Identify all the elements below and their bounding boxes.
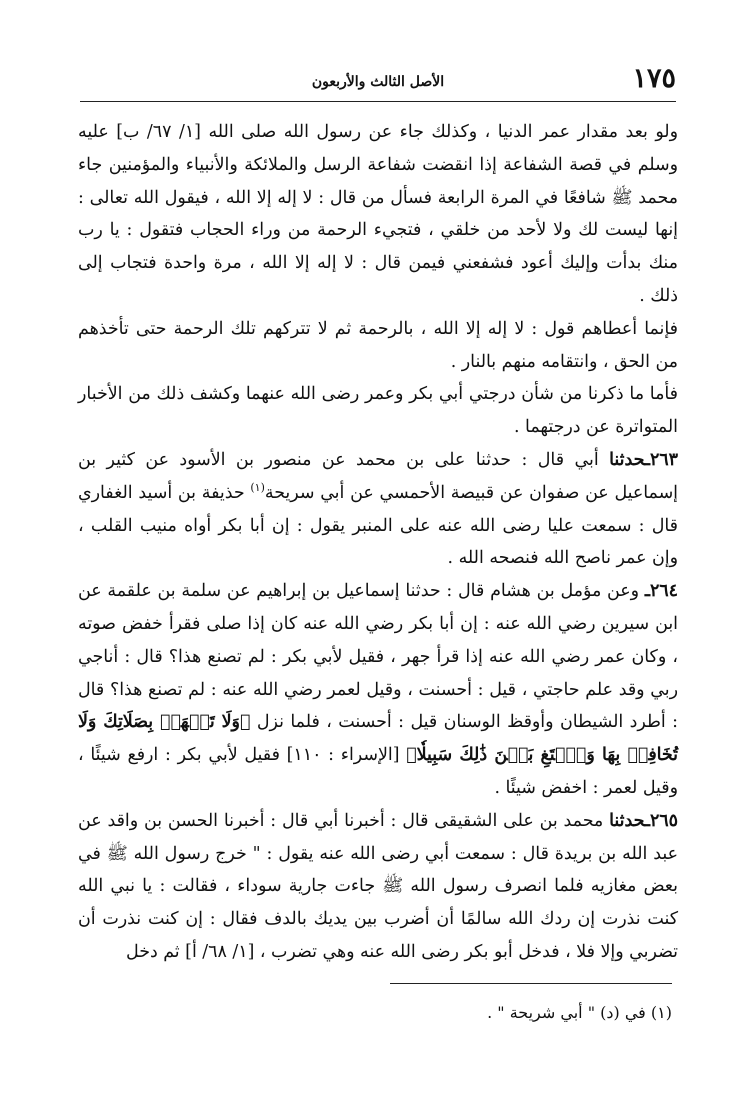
header-divider	[80, 101, 676, 102]
haddathana-marker: حدثنا	[609, 810, 645, 831]
hadith-263	[78, 444, 678, 575]
hadith-text: وعن مؤمل بن هشام قال : حدثنا إسماعيل بن إبراهيم عن سلمة بن علقمة عن ابن سيرين رضي الله عنه : إن أبا بكر رضي الله عنه كان إذا صلى فقرأ خفض صوته ، وكان عمر رضي الله عنه إذا قرأ جهر ، فقيل لأبي بكر : لم تصنع هذا؟ قال : أناجي ربي وقد علم حاجتي ، قيل : أحسنت ، وقيل لعمر رضي الله عنه : لم تصنع هذا؟ قال : أطرد الشيطان وأوقظ الوسنان قيل : أحسنت ، فلما نزل	[78, 581, 678, 733]
second-paragraph: فإنما أعطاهم قول : لا إله إلا الله ، بالرحمة ثم لا تتركهم تلك الرحمة حتى تأخذهم من الحق ، وانتقامه منهم بالنار .	[78, 318, 678, 372]
footnotes	[72, 1000, 672, 1026]
hadith-number: ٢٦٣ـ	[644, 449, 678, 470]
third-paragraph: فأما ما ذكرنا من شأن درجتي أبي بكر وعمر رضى الله عنهما وكشف ذلك من الأخبار المتواترة عن درجتهما .	[78, 384, 678, 438]
footnote-reference: (١)	[250, 480, 265, 494]
footnote-text: في (د) " أبي شريحة " .	[487, 1003, 651, 1022]
hadith-text-continued: حذيفة بن أسيد الغفاري قال : سمعت عليا رضى الله عنه على المنبر يقول : إن أبا بكر أواه منيب القلب ، وإن عمر ناصح الله فنصحه الله .	[78, 482, 678, 569]
hadith-number: ٢٦٤ـ	[644, 581, 678, 602]
main-text	[78, 116, 678, 969]
hadith-number: ٢٦٥ـ	[644, 810, 678, 831]
hadith-text: محمد بن على الشقيقى قال : أخبرنا أبي قال : أخبرنا الحسن بن واقد عن عبد الله بن بريدة قال : سمعت أبي رضى الله عنه يقول : " خرج رسول الله ﷺ في بعض مغازيه فلما انصرف رسول الله ﷺ جاءت جارية سوداء ، فقالت : يا نبي الله كنت نذرت إن ردك الله سالمًا أن أضرب بين يديك بالدف فقال : إن كنت نذرت أن تضربي وإلا فلا ، فدخل أبو بكر رضى الله عنه وهي تضرب ، [١/ ٦٨/ أ] ثم دخل	[78, 810, 678, 962]
footnote-1	[72, 1000, 672, 1026]
hadith-264	[78, 575, 678, 805]
footnote-divider	[390, 983, 672, 984]
hadith-text-continued: [الإسراء : ١١٠] فقيل لأبي بكر : ارفع شيئًا ، وقيل لعمر : اخفض شيئًا .	[78, 745, 678, 798]
haddathana-marker: حدثنا	[609, 449, 645, 470]
intro-paragraph: ولو بعد مقدار عمر الدنيا ، وكذلك جاء عن رسول الله صلى الله [١/ ٦٧/ ب] عليه وسلم في قصة الشفاعة إذا انقضت شفاعة الرسل والملائكة والأنبياء والمؤمنين جاء محمد ﷺ شافعًا في المرة الرابعة فسأل من قال : لا إله إلا الله ، فيقول الله تعالى : إنها ليست لك ولا لأحد من خلقي ، فتجيء الرحمة من وراء الحجاب فتقول : يا رب منك بدأت وإليك أعود فشفعني فيمن قال : لا إله إلا الله ، مرة واحدة فتجاب إلى ذلك .	[78, 122, 679, 306]
quran-verse: ﴿وَلَا تَجۡهَرۡ بِصَلَاتِكَ وَلَا تُخَافِتۡ بِهَا وَٱبۡتَغِ بَيۡنَ ذَٰلِكَ سَبِيلٗا﴾	[78, 712, 678, 766]
page-header	[80, 62, 676, 102]
page-number: ١٧٥	[632, 63, 676, 94]
footnote-marker: (١)	[650, 1003, 672, 1022]
running-title: الأصل الثالث والأربعون	[311, 74, 445, 90]
hadith-text: أبي قال : حدثنا على بن محمد عن منصور بن الأسود عن كثير بن إسماعيل عن صفوان عن قبيصة الأحمسي عن أبي سريحة	[78, 449, 678, 503]
hadith-265	[78, 805, 678, 969]
